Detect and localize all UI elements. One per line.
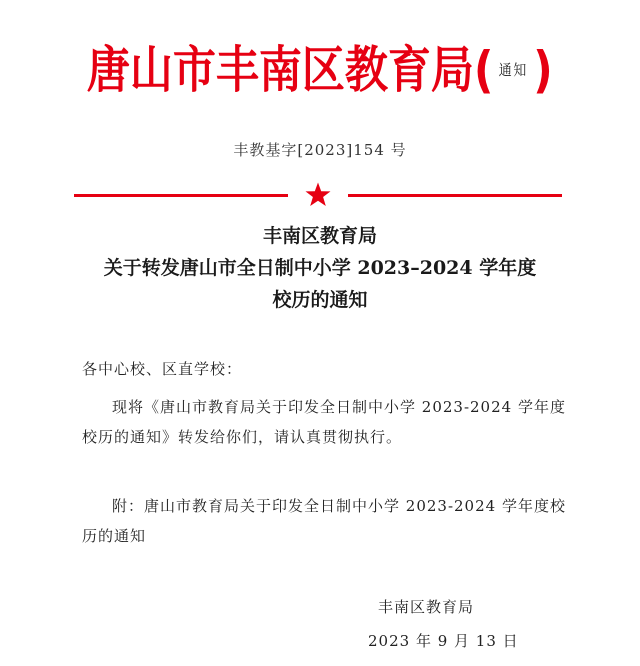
issuing-authority-title — [87, 24, 553, 120]
document-title — [0, 220, 640, 316]
signature-org: 丰南区教育局 — [378, 598, 475, 616]
attachment-line-1: 附：唐山市教育局关于印发全日制中小学 2023-2024 学年度校 — [112, 497, 566, 515]
org-name: 唐山市丰南区教育局 — [87, 41, 475, 99]
paren-close: ) — [533, 41, 553, 99]
star-icon — [304, 181, 332, 209]
attachment-note — [82, 491, 582, 551]
document-type: 通知 — [498, 60, 529, 79]
title-line-3: 校历的通知 — [272, 289, 368, 311]
title-line-1: 丰南区教育局 — [262, 225, 377, 247]
body-line-1: 现将《唐山市教育局关于印发全日制中小学 2023-2024 学年度 — [112, 398, 566, 416]
paren-open: ( — [474, 41, 494, 99]
body-paragraph — [82, 392, 582, 452]
document-number: 丰教基字[2023]154 号 — [233, 141, 407, 159]
document-header — [0, 24, 640, 116]
red-divider-right — [348, 194, 562, 197]
salutation: 各中心校、区直学校： — [82, 360, 243, 378]
red-divider-left — [74, 194, 288, 197]
title-line-2: 关于转发唐山市全日制中小学 2023–2024 学年度 — [103, 257, 537, 279]
body-line-2: 校历的通知》转发给你们，请认真贯彻执行。 — [82, 428, 403, 446]
attachment-line-2: 历的通知 — [82, 527, 147, 545]
signature-date: 2023 年 9 月 13 日 — [368, 632, 519, 650]
